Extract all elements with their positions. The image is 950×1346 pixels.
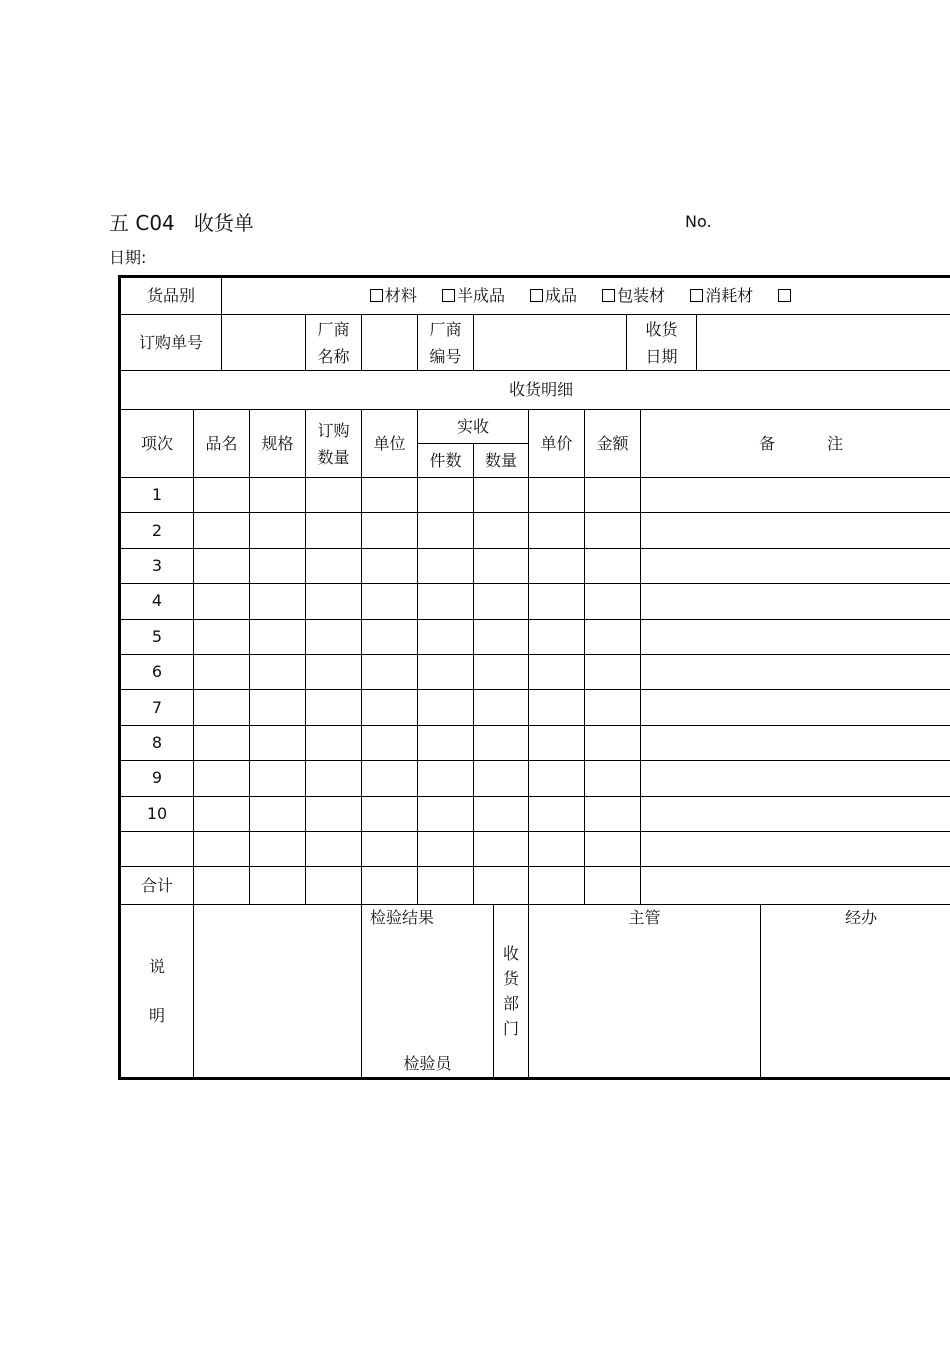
table-row [120, 725, 950, 760]
total-cell[interactable] [362, 867, 418, 905]
item-number-cell [120, 831, 194, 866]
detail-input-cell[interactable] [529, 513, 585, 548]
category-options [222, 277, 950, 315]
detail-input-cell[interactable] [585, 831, 641, 866]
detail-input-cell[interactable] [529, 690, 585, 725]
detail-input-cell[interactable] [529, 761, 585, 796]
item-number-cell: 3 [120, 548, 194, 583]
detail-input-cell[interactable] [474, 584, 529, 619]
inspector-label: 检验员 [403, 1054, 452, 1074]
detail-input-cell[interactable] [362, 796, 418, 831]
header-pieces: 件数 [418, 444, 474, 478]
detail-input-cell[interactable] [418, 513, 474, 548]
order-info-row [120, 315, 950, 371]
detail-input-cell[interactable] [306, 478, 362, 513]
note-label: 说 明 [120, 905, 194, 1079]
detail-input-cell[interactable] [306, 654, 362, 689]
header-remark: 备 注 [641, 410, 950, 478]
category-option-material[interactable]: 材料 [370, 283, 417, 309]
detail-input-cell[interactable] [529, 796, 585, 831]
detail-input-cell[interactable] [529, 654, 585, 689]
detail-input-cell[interactable] [194, 478, 250, 513]
detail-input-cell[interactable] [474, 619, 529, 654]
detail-input-cell[interactable] [362, 478, 418, 513]
detail-input-cell[interactable] [250, 513, 306, 548]
header-amount: 金额 [585, 410, 641, 478]
header-unit: 单位 [362, 410, 418, 478]
handler-cell[interactable] [761, 905, 950, 1079]
detail-input-cell[interactable] [194, 513, 250, 548]
detail-input-cell[interactable] [474, 831, 529, 866]
detail-input-cell[interactable] [306, 619, 362, 654]
detail-input-cell[interactable] [529, 619, 585, 654]
note-field[interactable] [194, 905, 362, 1079]
detail-input-cell[interactable] [585, 796, 641, 831]
detail-input-cell[interactable] [529, 584, 585, 619]
receiving-dept-label: 收 货 部 门 [494, 905, 529, 1079]
detail-input-cell[interactable] [529, 548, 585, 583]
detail-input-cell[interactable] [194, 690, 250, 725]
receive-date-field[interactable] [697, 315, 950, 371]
receive-date-label: 收货 日期 [627, 315, 697, 371]
supervisor-label: 主管 [628, 908, 661, 928]
detail-input-cell[interactable] [418, 725, 474, 760]
detail-input-cell[interactable] [585, 584, 641, 619]
item-number-cell: 1 [120, 478, 194, 513]
vendor-name-field[interactable] [362, 315, 418, 371]
detail-input-cell[interactable] [474, 725, 529, 760]
detail-input-cell[interactable] [362, 584, 418, 619]
detail-input-cell[interactable] [585, 654, 641, 689]
detail-section-row [120, 371, 950, 410]
footer-row [120, 905, 950, 1079]
detail-input-cell[interactable] [194, 796, 250, 831]
document-title: 五 C04 收货单 [109, 211, 254, 235]
detail-input-cell[interactable] [418, 584, 474, 619]
detail-input-cell[interactable] [585, 725, 641, 760]
detail-input-cell[interactable] [194, 584, 250, 619]
item-number-cell: 8 [120, 725, 194, 760]
detail-input-cell[interactable] [474, 548, 529, 583]
header-spec: 规格 [250, 410, 306, 478]
header-order-qty: 订购 数量 [306, 410, 362, 478]
total-cell[interactable] [585, 867, 641, 905]
detail-input-cell[interactable] [418, 690, 474, 725]
detail-input-cell[interactable] [418, 619, 474, 654]
vendor-name-label: 厂商 名称 [306, 315, 362, 371]
item-number-cell: 6 [120, 654, 194, 689]
detail-input-cell[interactable] [362, 619, 418, 654]
inspection-result-label: 检验结果 [370, 908, 435, 928]
detail-input-cell[interactable] [641, 548, 950, 583]
detail-input-cell[interactable] [362, 831, 418, 866]
detail-input-cell[interactable] [418, 761, 474, 796]
detail-header-row-1 [120, 410, 950, 444]
category-row [120, 277, 950, 315]
detail-input-cell[interactable] [194, 725, 250, 760]
detail-input-cell[interactable] [585, 690, 641, 725]
vendor-code-label: 厂商 编号 [418, 315, 474, 371]
table-row [120, 584, 950, 619]
detail-input-cell[interactable] [306, 513, 362, 548]
detail-input-cell[interactable] [474, 796, 529, 831]
item-number-cell: 2 [120, 513, 194, 548]
detail-input-cell[interactable] [418, 548, 474, 583]
detail-input-cell[interactable] [641, 761, 950, 796]
detail-input-cell[interactable] [474, 654, 529, 689]
detail-input-cell[interactable] [529, 725, 585, 760]
table-row [120, 796, 950, 831]
category-option-packaging[interactable]: 包装材 [602, 283, 665, 309]
order-number-field[interactable] [222, 315, 306, 371]
detail-input-cell[interactable] [250, 725, 306, 760]
checkbox-icon[interactable] [370, 289, 383, 302]
detail-input-cell[interactable] [250, 654, 306, 689]
total-cell[interactable] [194, 867, 250, 905]
detail-input-cell[interactable] [418, 478, 474, 513]
detail-input-cell[interactable] [306, 796, 362, 831]
checkbox-icon[interactable] [442, 289, 455, 302]
item-number-cell: 10 [120, 796, 194, 831]
total-cell[interactable] [529, 867, 585, 905]
detail-input-cell[interactable] [641, 513, 950, 548]
category-option-other[interactable] [778, 283, 793, 309]
category-option-semi-finished[interactable]: 半成品 [442, 283, 505, 309]
detail-input-cell[interactable] [250, 831, 306, 866]
total-cell[interactable] [250, 867, 306, 905]
detail-input-cell[interactable] [306, 548, 362, 583]
detail-input-cell[interactable] [641, 725, 950, 760]
category-label: 货品别 [120, 277, 222, 315]
header-name: 品名 [194, 410, 250, 478]
inspection-result-cell[interactable] [362, 905, 494, 1079]
detail-input-cell[interactable] [306, 831, 362, 866]
detail-input-cell[interactable] [585, 548, 641, 583]
checkbox-icon[interactable] [690, 289, 703, 302]
item-number-cell: 4 [120, 584, 194, 619]
detail-input-cell[interactable] [250, 478, 306, 513]
detail-rows [120, 478, 950, 867]
detail-input-cell[interactable] [250, 690, 306, 725]
detail-input-cell[interactable] [418, 796, 474, 831]
detail-input-cell[interactable] [362, 690, 418, 725]
detail-input-cell[interactable] [306, 690, 362, 725]
item-number-cell: 5 [120, 619, 194, 654]
detail-input-cell[interactable] [529, 478, 585, 513]
header-quantity: 数量 [474, 444, 529, 478]
table-row [120, 513, 950, 548]
detail-input-cell[interactable] [641, 796, 950, 831]
table-row [120, 654, 950, 689]
total-row [120, 867, 950, 905]
total-cell[interactable] [418, 867, 474, 905]
detail-input-cell[interactable] [418, 654, 474, 689]
detail-input-cell[interactable] [250, 548, 306, 583]
category-option-consumables[interactable]: 消耗材 [690, 283, 753, 309]
detail-input-cell[interactable] [641, 831, 950, 866]
detail-input-cell[interactable] [641, 654, 950, 689]
receiving-form-table [118, 275, 950, 1080]
detail-input-cell[interactable] [194, 761, 250, 796]
table-row [120, 831, 950, 866]
table-row [120, 761, 950, 796]
detail-input-cell[interactable] [641, 690, 950, 725]
detail-input-cell[interactable] [585, 513, 641, 548]
detail-input-cell[interactable] [585, 478, 641, 513]
detail-input-cell[interactable] [362, 513, 418, 548]
header-item-no: 项次 [120, 410, 194, 478]
detail-input-cell[interactable] [641, 584, 950, 619]
detail-input-cell[interactable] [194, 619, 250, 654]
vendor-code-field[interactable] [474, 315, 627, 371]
total-cell[interactable] [641, 867, 950, 905]
detail-input-cell[interactable] [418, 831, 474, 866]
header-actual: 实收 [418, 410, 529, 444]
supervisor-cell[interactable] [529, 905, 761, 1079]
total-cell[interactable] [474, 867, 529, 905]
table-row [120, 548, 950, 583]
detail-section-label: 收货明细 [120, 371, 950, 410]
detail-input-cell[interactable] [585, 761, 641, 796]
header-price: 单价 [529, 410, 585, 478]
checkbox-icon[interactable] [530, 289, 543, 302]
item-number-cell: 7 [120, 690, 194, 725]
detail-input-cell[interactable] [474, 478, 529, 513]
item-number-cell: 9 [120, 761, 194, 796]
detail-input-cell[interactable] [194, 548, 250, 583]
table-row [120, 690, 950, 725]
detail-input-cell[interactable] [474, 761, 529, 796]
category-option-finished[interactable]: 成品 [530, 283, 577, 309]
detail-input-cell[interactable] [250, 619, 306, 654]
total-label: 合计 [120, 867, 194, 905]
order-number-label: 订购单号 [120, 315, 222, 371]
detail-input-cell[interactable] [529, 831, 585, 866]
detail-input-cell[interactable] [306, 725, 362, 760]
total-cell[interactable] [306, 867, 362, 905]
detail-input-cell[interactable] [474, 513, 529, 548]
detail-input-cell[interactable] [250, 796, 306, 831]
detail-input-cell[interactable] [250, 584, 306, 619]
document-number-label: No. [685, 212, 712, 231]
checkbox-icon[interactable] [602, 289, 615, 302]
handler-label: 经办 [845, 908, 878, 928]
detail-input-cell[interactable] [362, 725, 418, 760]
detail-input-cell[interactable] [306, 761, 362, 796]
detail-input-cell[interactable] [250, 761, 306, 796]
detail-input-cell[interactable] [585, 619, 641, 654]
checkbox-icon[interactable] [778, 289, 791, 302]
detail-input-cell[interactable] [194, 831, 250, 866]
detail-input-cell[interactable] [306, 584, 362, 619]
detail-input-cell[interactable] [641, 478, 950, 513]
detail-input-cell[interactable] [362, 761, 418, 796]
date-label: 日期: [109, 248, 147, 267]
detail-input-cell[interactable] [362, 548, 418, 583]
detail-input-cell[interactable] [194, 654, 250, 689]
detail-input-cell[interactable] [641, 619, 950, 654]
detail-input-cell[interactable] [474, 690, 529, 725]
table-row [120, 478, 950, 513]
detail-input-cell[interactable] [362, 654, 418, 689]
table-row [120, 619, 950, 654]
